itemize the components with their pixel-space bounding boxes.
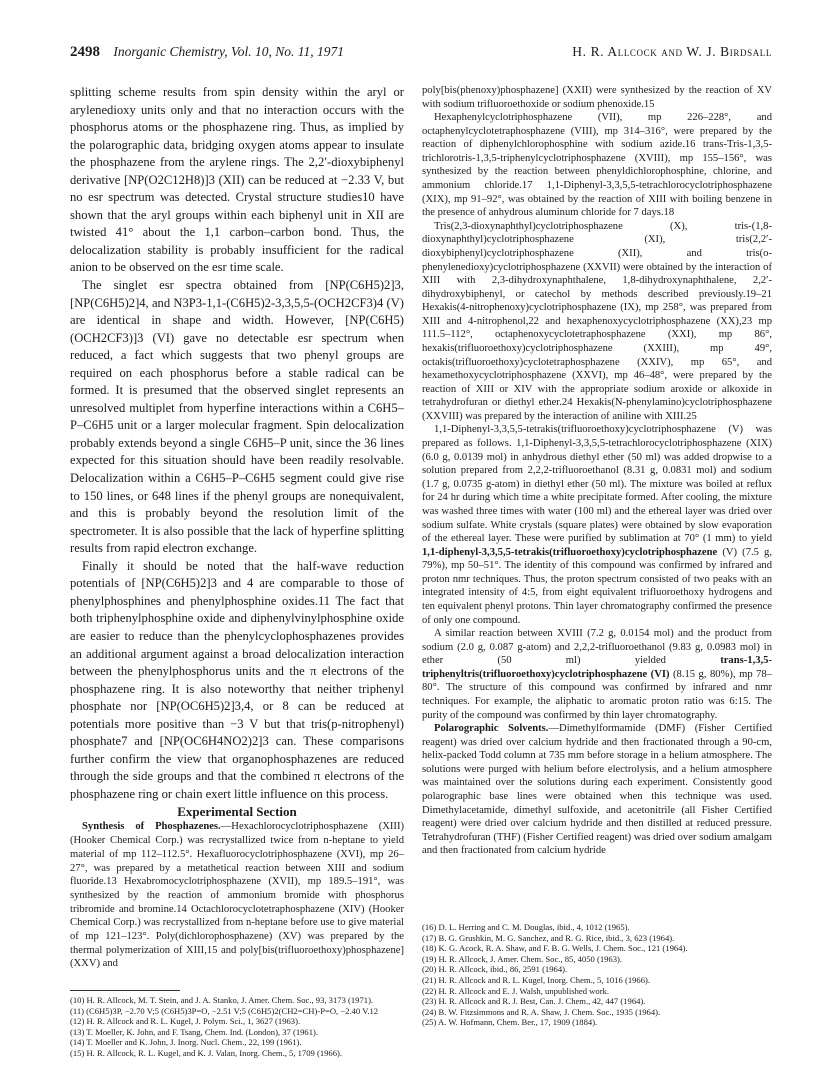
running-authors: H. R. Allcock and W. J. Birdsall (572, 44, 772, 59)
paragraph-text: A similar reaction between XVIII (7.2 g, 0.0154 mol) and the product from sodium (2.0 g, 0.087 g-atom) and 2,2,2-trifluoroethanol (9.83 g, 0.0983 mol) in ether (50 ml) yielded (422, 628, 772, 667)
body-paragraph: Tris(2,3-dioxynaphthyl)cyclotriphosphazene (X), tris-(1,8-dioxynaphthyl)cyclotriphosphazene (XI), tris(2,2′-dioxybiphenyl)cyclotriphosphazene (XII), and tris(o-phenylenedioxy)cyclotriphosphazene (XXVII) were obtained by the interaction of XIII with 2,3-dihydroxynaphthalene, 1,8-dihydroxynaphthalene, 2,2′-dihydroxybiphenyl, or catechol by methods described previously.19–21 Hexakis(4-nitrophenoxy)cyclotriphosphazene (IX), mp 258°, was prepared from XIII and 4-nitrophenol,22 and hexaphenoxycyclotriphosphazene (XX),23 mp 111.5–112°, octaphenoxycyclotetraphosphazene (XXI), mp 86°, hexakis(trifluoroethoxy)cyclotriphosphazene (XXIII), mp 49°, octakis(trifluoroethoxy)cyclotetraphosphazene (XXIV), mp 65°, and hexamethoxycyclotriphosphazene (XXVI), mp 46–48°, were prepared by the reaction of XIII or XIV with the appropriate sodium aroxide or alkoxide in tetrahydrofuran or diethyl ether.24 Hexakis(N-phenylamino)cyclotriphosphazene (XXVIII) was prepared by the interaction of aniline with XIII.25 (422, 220, 772, 422)
paragraph-text: —Dimethylformamide (DMF) (Fisher Certified reagent) was dried over calcium hydride and then fractionated through a 90-cm, helix-packed Todd column at 735 mm before storage in a helium atmosphere. The solutions were purged with helium before electrolysis, and a helium atmosphere was maintained over the solutions during each experiment. Consistently good polarographic base lines were obtained when this technique was used. Dimethylacetamide, dimethyl sulfoxide, and acetonitrile (all Fisher Certified reagent) were dried over calcium hydride and then distilled at reduced pressure. Tetrahydrofuran (THF) (Fisher Certified reagent) was dried over sodium amalgam and then fractionated from calcium hydride (422, 723, 772, 857)
body-paragraph: poly[bis(phenoxy)phosphazene] (XXII) were synthesized by the reaction of XV with sodium trifluoroethoxide or sodium phenoxide.15 (422, 85, 772, 110)
footnote: (12) H. R. Allcock and R. L. Kugel, J. Polym. Sci., 1, 3627 (1963). (70, 1016, 301, 1027)
footnote: (24) B. W. Fitzsimmons and R. A. Shaw, J. Chem. Soc., 1935 (1964). (422, 1006, 661, 1017)
footnotes-right (422, 922, 772, 1028)
page-number: 2498 (70, 44, 100, 60)
run-in-heading: Synthesis of Phosphazenes. (82, 821, 221, 833)
body-paragraph: The singlet esr spectra obtained from [NP(C6H5)2]3, [NP(C6H5)2]4, and N3P3-1,1-(C6H5)2-3,3,5,5-(OCH2CF3)4 (V) are identical in shape and width. However, [NP(C6H5)(OCH2CF3)]3 (VI) gave no detectable esr spectrum when reduced, a fact which suggests that two phenyl groups are required on each phosphorus before a stable radical can be formed. It is presumed that the observed singlet represents an unresolved multiplet from hyperfine interactions within a C6H5–P–C6H5 unit or a larger molecular fragment. Spin delocalization probably extends beyond a single C6H5–P unit, since the 36 lines expected for this situation should have been readily resolvable. Delocalization within a C6H5–P–C6H5 segment could give rise to 150 lines, or 648 lines if the phenyl groups are nonequivalent, and this is probably beyond the resolution limit of the spectrometer. It is also possible that the lack of hyperfine splitting results from rapid electron exchange. (70, 278, 404, 556)
left-column (70, 84, 404, 984)
body-paragraph (422, 627, 772, 722)
body-paragraph (422, 423, 772, 627)
body-paragraph: Hexaphenylcyclotriphosphazene (VII), mp 226–228°, and octaphenylcyclotetraphosphazene (VIII), mp 314–316°, were prepared by the reaction of diphenylchlorophosphine with sodium azide.16 trans-Tris-1,3,5-trichlorotris-1,3,5-triphenylcyclotriphosphazene (XVIII), mp 155–156°, was synthesized by the reaction between phenyldichlorophosphine, chlorine, and ammonium chloride.17 1,1-Diphenyl-3,3,5,5-tetrachlorocyclotriphosphazene (XIX), mp 91–92°, was obtained by the reaction of XIII with boiling benzene in the presence of anhydrous aluminum chloride for 7 days.18 (422, 112, 772, 219)
footnote-rule (70, 990, 180, 991)
paragraph-text: 1,1-Diphenyl-3,3,5,5-tetrakis(trifluoroethoxy)cyclotriphosphazene (V) was prepared as follows. 1,1-Diphenyl-3,3,5,5-tetrachlorocyclotriphosphazene (XIX) (6.0 g, 0.0139 mol) in anhydrous diethyl ether (50 ml) was added dropwise to a solution prepared from 2,2,2-trifluoroethanol (8.31 g, 0.0831 mol) and sodium (1.7 g, 0.0735 g-atom) in diethyl ether (50 ml). The mixture was boiled at reflux for 24 hr during which time a white precipitate formed. After cooling, the mixture was washed three times with water (100 ml) and the ethereal layer was dried over sodium sulfate. White crystals (square plates) were obtained by slow evaporation of the ethereal layer. These were purified by sublimation at 70° (1 mm) to yield (422, 424, 772, 545)
body-paragraph: Finally it should be noted that the half-wave reduction potentials of [NP(C6H5)2]3 and 4 are comparable to those of phenylphosphines and phenylphosphine oxides.11 The fact that both triphenylphosphine oxide and diphenylvinylphosphine oxide are easier to reduce than the phenylcyclophosphazenes provides an additional argument against a broad delocalization interaction between the phenylphosphorus units and the π electrons of the phosphazene ring. It is also noteworthy that neither triphenyl phosphate nor [NP(OC6H5)2]3,4, or 8 can be reduced at potentials more positive than −3 V but that tris(p-nitrophenyl) phosphate7 and [NP(OC6H4NO2)2]3 can. These comparisons further confirm the view that organophosphazenes are reduced through the side groups and that the combined π electrons of the phosphazene ring or chain exert little influence on this process. (70, 558, 404, 801)
run-in-heading: Polarographic Solvents. (434, 723, 549, 735)
footnote: (21) H. R. Allcock and R. L. Kugel, Inorg. Chem., 5, 1016 (1966). (422, 974, 651, 985)
footnote: (22) H. R. Allcock and E. J. Walsh, unpublished work. (422, 985, 609, 996)
footnote: (13) T. Moeller, K. John, and F. Tsang, Chem. Ind. (London), 37 (1961). (70, 1026, 319, 1037)
compound-name: trans-1,3,5-triphenyltris(trifluoroethoxy)cyclotriphosphazene (VI) (422, 655, 772, 680)
footnote: (23) H. R. Allcock and R. J. Best, Can. J. Chem., 42, 447 (1964). (422, 996, 646, 1007)
footnote: (15) H. R. Allcock, R. L. Kugel, and K. J. Valan, Inorg. Chem., 5, 1709 (1966). (70, 1047, 343, 1058)
footnote: (10) H. R. Allcock, M. T. Stein, and J. A. Stanko, J. Amer. Chem. Soc., 93, 3173 (1971). (70, 995, 374, 1005)
footnote: (25) A. W. Hofmann, Chem. Ber., 17, 1909 (1884). (422, 1017, 598, 1028)
footnote: (14) T. Moeller and K. John, J. Inorg. Nucl. Chem., 22, 199 (1961). (70, 1037, 302, 1048)
footnote: (17) B. G. Grushkin, M. G. Sanchez, and R. G. Rice, ibid., 3, 623 (1964). (422, 932, 675, 943)
body-paragraph: splitting scheme results from spin density within the aryl or arylenedioxy units only and that no interaction occurs with the phosphorus atoms or the phosphazene ring. Thus, as implied by the polarographic data, bridging oxygen atoms appear to insulate the phosphazene from the arylene rings. The 2,2′-dioxybiphenyl derivative [NP(O2C12H8)]3 (XII) can be reduced at −2.33 V, but no esr spectrum was detected. Crystal structure studies10 have shown that the aryl groups within each biphenyl unit in XII are twisted 41° about the 1,1 carbon–carbon bond. Thus, the delocalization stability is probably insufficient for the radical anion to be observed on the esr time scale. (70, 85, 404, 275)
paragraph-text: (V) (7.5 g, 79%), mp 50–51°. The identity of this compound was confirmed by infrared and proton nmr techniques. Thus, the proton spectrum consisted of two peaks with an integrated intensity of 4:5, from eight equivalent trifluoroethoxy hydrogens and ten equivalent phenyl protons. Thin layer chromatography confirmed the presence of only one compound. (422, 546, 772, 626)
footnotes-left (70, 990, 404, 1059)
body-paragraph (422, 722, 772, 858)
experimental-paragraph (70, 820, 404, 971)
journal-citation: Inorganic Chemistry, Vol. 10, No. 11, 1971 (113, 44, 344, 59)
footnote: (18) K. G. Acock, R. A. Shaw, and F. B. G. Wells, J. Chem. Soc., 121 (1964). (422, 943, 688, 954)
paragraph-text: —Hexachlorocyclotriphosphazene (XIII) (Hooker Chemical Corp.) was recrystallized twice from n-heptane to yield material of mp 112–112.5°. Hexafluorocyclotriphosphazene (XVI), mp 26–27°, was prepared by a metathetical reaction between XIII and sodium fluoride.13 Hexabromocyclotriphosphazene (XVII), mp 189.5–191°, was synthesized by the reaction of ammonium bromide with phosphorus tribromide and bromine.14 Octachlorocyclotetraphosphazene (XIV) (Hooker Chemical Corp.) was recrystallized from n-heptane before use to give material of mp 121–123°. Poly(dichlorophosphazene) (XV) was prepared by the thermal polymerization of XIII,15 and poly[bis(trifluoroethoxy)phosphazene] (XXV) and (70, 821, 404, 970)
footnote: (19) H. R. Allcock, J. Amer. Chem. Soc., 85, 4050 (1963). (422, 953, 623, 964)
paragraph-text: (8.15 g, 80%), mp 78–80°. The structure of this compound was confirmed by infrared and nmr techniques. For example, the aliphatic to aromatic proton ratio was 6:15. The purity of the compound was confirmed by thin layer chromatography. (422, 668, 772, 721)
compound-name: 1,1-diphenyl-3,3,5,5-tetrakis(trifluoroethoxy)cyclotriphosphazene (422, 546, 718, 558)
section-heading: Experimental Section (177, 804, 297, 820)
footnote: (16) D. L. Herring and C. M. Douglas, ibid., 4, 1012 (1965). (422, 922, 630, 932)
running-header (70, 42, 772, 62)
footnote: (11) (C6H5)3P, −2.70 V;5 (C6H5)3P=O, −2.51 V;5 (C6H5)2(CH2=CH)-P=O, −2.40 V.12 (70, 1005, 379, 1016)
footnote: (20) H. R. Allcock, ibid., 86, 2591 (1964). (422, 964, 568, 975)
right-column (422, 84, 772, 1068)
